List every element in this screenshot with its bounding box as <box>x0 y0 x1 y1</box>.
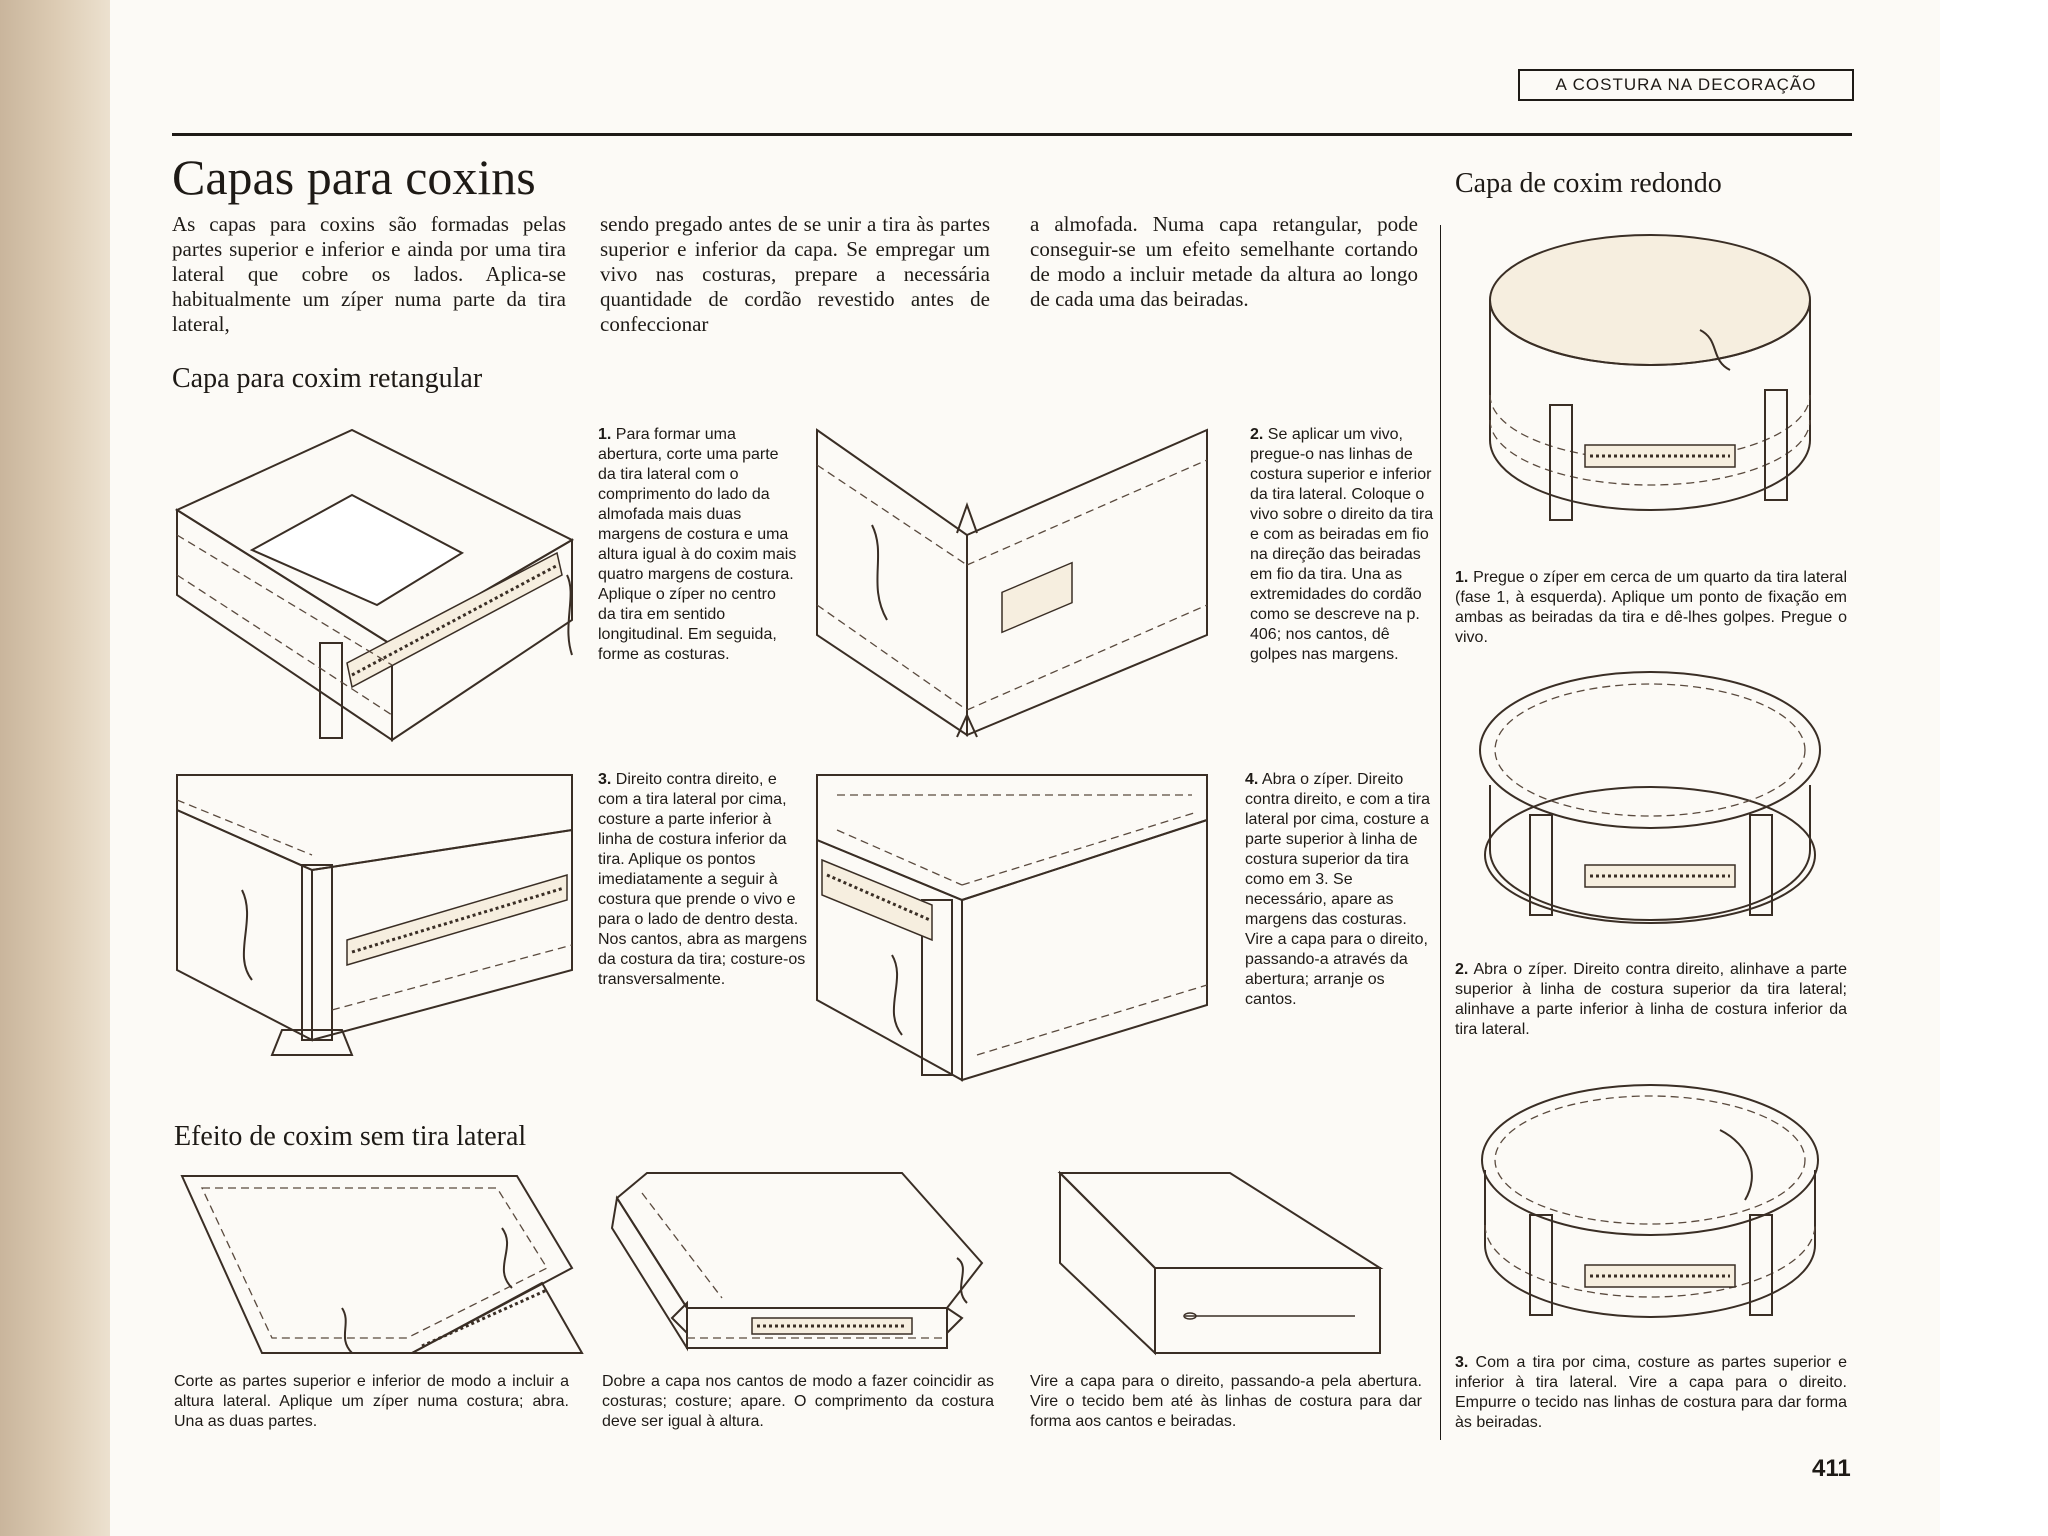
rect-step4-illustration <box>812 770 1212 1085</box>
rect-step4-caption <box>1245 770 1435 1010</box>
rect-step3-caption <box>598 770 808 990</box>
noband-step2-illustration <box>602 1168 1002 1358</box>
rect-step1-number: 1. <box>598 426 612 443</box>
round-step1-illustration <box>1470 220 1830 545</box>
round-step1-text: Pregue o zíper em cerca de um quarto da tira lateral (fase 1, à esquerda). Aplique um ponto de fixação em ambas as beiradas da tira e dê-lhes golpes. Pregue o vivo. <box>1455 569 1847 646</box>
rect-step3-number: 3. <box>598 771 612 788</box>
rect-step1-text: Para formar uma abertura, corte uma parte da tira lateral com o comprimento do lado da almofada mais duas margens de costura e uma altura igual à do coxim mais quatro margens de costura. Aplique o zíper no centro da tira em sentido longitudinal. Em seguida, forme as costuras. <box>598 426 797 663</box>
round-step2-illustration <box>1470 665 1830 940</box>
round-step2-text: Abra o zíper. Direito contra direito, alinhave a parte superior à linha de costura superior da tira lateral; alinhave a parte inferior à linha de costura inferior da tira lateral. <box>1455 961 1847 1038</box>
rect-step1-caption <box>598 425 798 665</box>
round-step3-number: 3. <box>1455 1354 1469 1371</box>
rect-heading: Capa para coxim retangular <box>172 363 483 394</box>
noband-step1-illustration <box>172 1168 582 1358</box>
noband-caption-1: Corte as partes superior e inferior de modo a incluir a altura lateral. Aplique um zíper numa costura; abra. Una as duas partes. <box>174 1373 569 1430</box>
book-spine <box>0 0 110 1536</box>
round-step3-text: Com a tira por cima, costure as partes superior e inferior à tira lateral. Vire a capa para o direito. Empurre o tecido nas linhas de costura para dar forma às beiradas. <box>1455 1354 1847 1431</box>
page-number: 411 <box>1812 1455 1851 1482</box>
round-step2-caption <box>1455 960 1847 1040</box>
rect-step2-caption <box>1250 425 1435 665</box>
rect-step3-text: Direito contra direito, e com a tira lateral por cima, costure a parte inferior à linha de costura inferior da tira. Aplique os pontos imediatamente a seguir à costura que prende o vivo e para o lado de dentro desta. Nos cantos, abra as margens da costura da tira; costure-os transversalmente. <box>598 771 807 988</box>
section-label: A COSTURA NA DECORAÇÃO <box>1518 69 1854 101</box>
round-heading: Capa de coxim redondo <box>1455 168 1722 199</box>
noband-heading: Efeito de coxim sem tira lateral <box>174 1121 527 1152</box>
round-step1-caption <box>1455 568 1847 648</box>
rect-step2-text: Se aplicar um vivo, pregue-o nas linhas de costura superior e inferior da tira lateral. Coloque o vivo sobre o direito da tira e com as beiradas em fio na direção das beiradas em fio da tira. Una as extremidades do cordão como se descreve na p. 406; nos cantos, dê golpes nas margens. <box>1250 426 1434 663</box>
intro-col-3: a almofada. Numa capa retangular, pode conseguir-se um efeito semelhante cortando de modo a incluir metade da altura ao longo de cada uma das beiradas. <box>1030 212 1418 311</box>
rect-step2-illustration <box>812 425 1212 740</box>
noband-step3-illustration <box>1055 1168 1385 1358</box>
intro-col-2: sendo pregado antes de se unir a tira às partes superior e inferior da capa. Se empregar um vivo nas costuras, prepare a necessária quantidade de cordão revestido antes de confeccionar <box>600 212 990 336</box>
rect-step4-number: 4. <box>1245 771 1259 788</box>
column-divider <box>1440 225 1441 1440</box>
noband-caption-2: Dobre a capa nos cantos de modo a fazer coincidir as costuras; costure; apare. O comprimento da costura deve ser igual à altura. <box>602 1373 994 1430</box>
rect-step1-illustration <box>172 425 582 745</box>
page-title: Capas para coxins <box>172 149 536 205</box>
noband-caption-3: Vire a capa para o direito, passando-a pela abertura. Vire o tecido bem até às linhas de costura para dar forma aos cantos e beiradas. <box>1030 1373 1422 1430</box>
round-step3-illustration <box>1470 1075 1830 1345</box>
round-step3-caption <box>1455 1353 1847 1433</box>
rect-step4-text: Abra o zíper. Direito contra direito, e com a tira lateral por cima, costure a parte superior à linha de costura superior da tira como em 3. Se necessário, apare as margens das costuras. Vire a capa para o direito, passando-a através da abertura; arranje os cantos. <box>1245 771 1430 1008</box>
rect-step3-illustration <box>172 770 582 1085</box>
round-step1-number: 1. <box>1455 569 1469 586</box>
intro-col-1: As capas para coxins são formadas pelas partes superior e inferior e ainda por uma tira lateral que cobre os lados. Aplica-se habitualmente um zíper numa parte da tira lateral, <box>172 212 566 336</box>
header-rule <box>172 133 1852 136</box>
rect-step2-number: 2. <box>1250 426 1264 443</box>
round-step2-number: 2. <box>1455 961 1469 978</box>
